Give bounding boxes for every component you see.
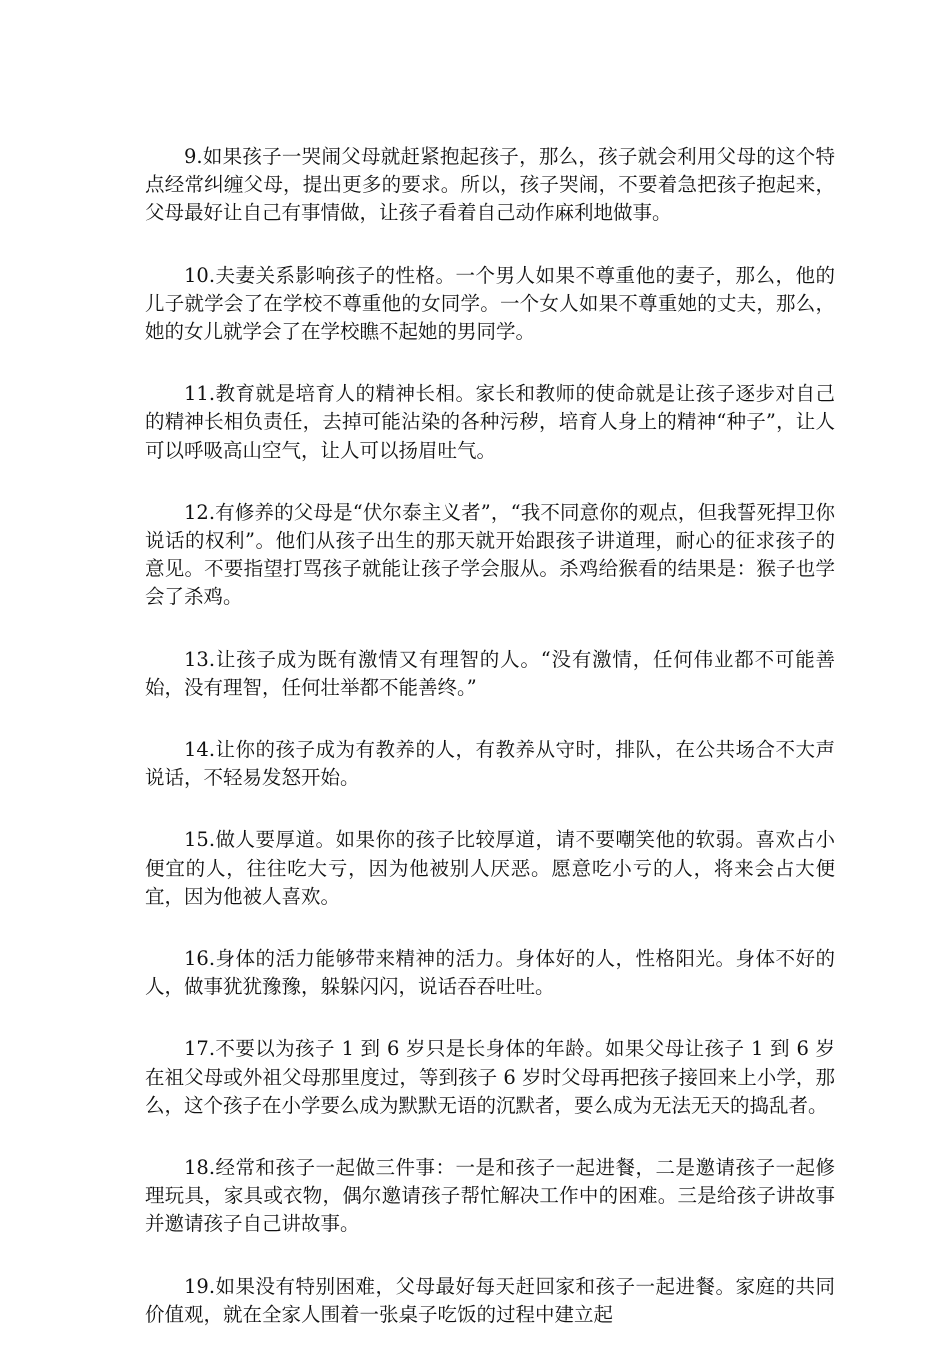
paragraph-18: 18.经常和孩子一起做三件事：一是和孩子一起进餐，二是邀请孩子一起修理玩具，家具或衣物，偶尔邀请孩子帮忙解决工作中的困难。三是给孩子讲故事并邀请孩子自己讲故事。 bbox=[145, 1156, 835, 1236]
document-body bbox=[145, 143, 835, 1363]
paragraph-9: 9.如果孩子一哭闹父母就赶紧抱起孩子，那么，孩子就会利用父母的这个特点经常纠缠父母，提出更多的要求。所以，孩子哭闹，不要着急把孩子抱起来，父母最好让自己有事情做，让孩子看着自己动作麻利地做事。 bbox=[145, 145, 835, 225]
paragraph-19: 19.如果没有特别困难，父母最好每天赶回家和孩子一起进餐。家庭的共同价值观，就在全家人围着一张桌子吃饭的过程中建立起 bbox=[145, 1274, 835, 1326]
paragraph-17: 17.不要以为孩子 1 到 6 岁只是长身体的年龄。如果父母让孩子 1 到 6 岁在祖父母或外祖父母那里度过，等到孩子 6 岁时父母再把孩子接回来上小学，那么，这个孩子在小学要么成为默默无语的沉默者，要么成为无法无天的捣乱者。 bbox=[145, 1037, 835, 1117]
paragraph-14: 14.让你的孩子成为有教养的人，有教养从守时，排队，在公共场合不大声说话，不轻易发怒开始。 bbox=[145, 738, 835, 790]
paragraph-11: 11.教育就是培育人的精神长相。家长和教师的使命就是让孩子逐步对自己的精神长相负责任，去掉可能沾染的各种污秽，培育人身上的精神“种子”，让人可以呼吸高山空气，让人可以扬眉吐气。 bbox=[145, 382, 835, 462]
paragraph-16: 16.身体的活力能够带来精神的活力。身体好的人，性格阳光。身体不好的人，做事犹犹豫豫，躲躲闪闪，说话吞吞吐吐。 bbox=[145, 947, 835, 999]
paragraph-10: 10.夫妻关系影响孩子的性格。一个男人如果不尊重他的妻子，那么，他的儿子就学会了在学校不尊重他的女同学。一个女人如果不尊重她的丈夫，那么，她的女儿就学会了在学校瞧不起她的男同学。 bbox=[145, 263, 835, 344]
paragraph-13: 13.让孩子成为既有激情又有理智的人。“没有激情，任何伟业都不可能善始，没有理智，任何壮举都不能善终。” bbox=[145, 647, 835, 699]
paragraph-15: 15.做人要厚道。如果你的孩子比较厚道，请不要嘲笑他的软弱。喜欢占小便宜的人，往往吃大亏，因为他被别人厌恶。愿意吃小亏的人，将来会占大便宜，因为他被人喜欢。 bbox=[145, 828, 835, 908]
paragraph-12: 12.有修养的父母是“伏尔泰主义者”，“我不同意你的观点，但我誓死捍卫你说话的权利”。他们从孩子出生的那天就开始跟孩子讲道理，耐心的征求孩子的意见。不要指望打骂孩子就能让孩子学会服从。杀鸡给猴看的结果是：猴子也学会了杀鸡。 bbox=[145, 500, 835, 609]
